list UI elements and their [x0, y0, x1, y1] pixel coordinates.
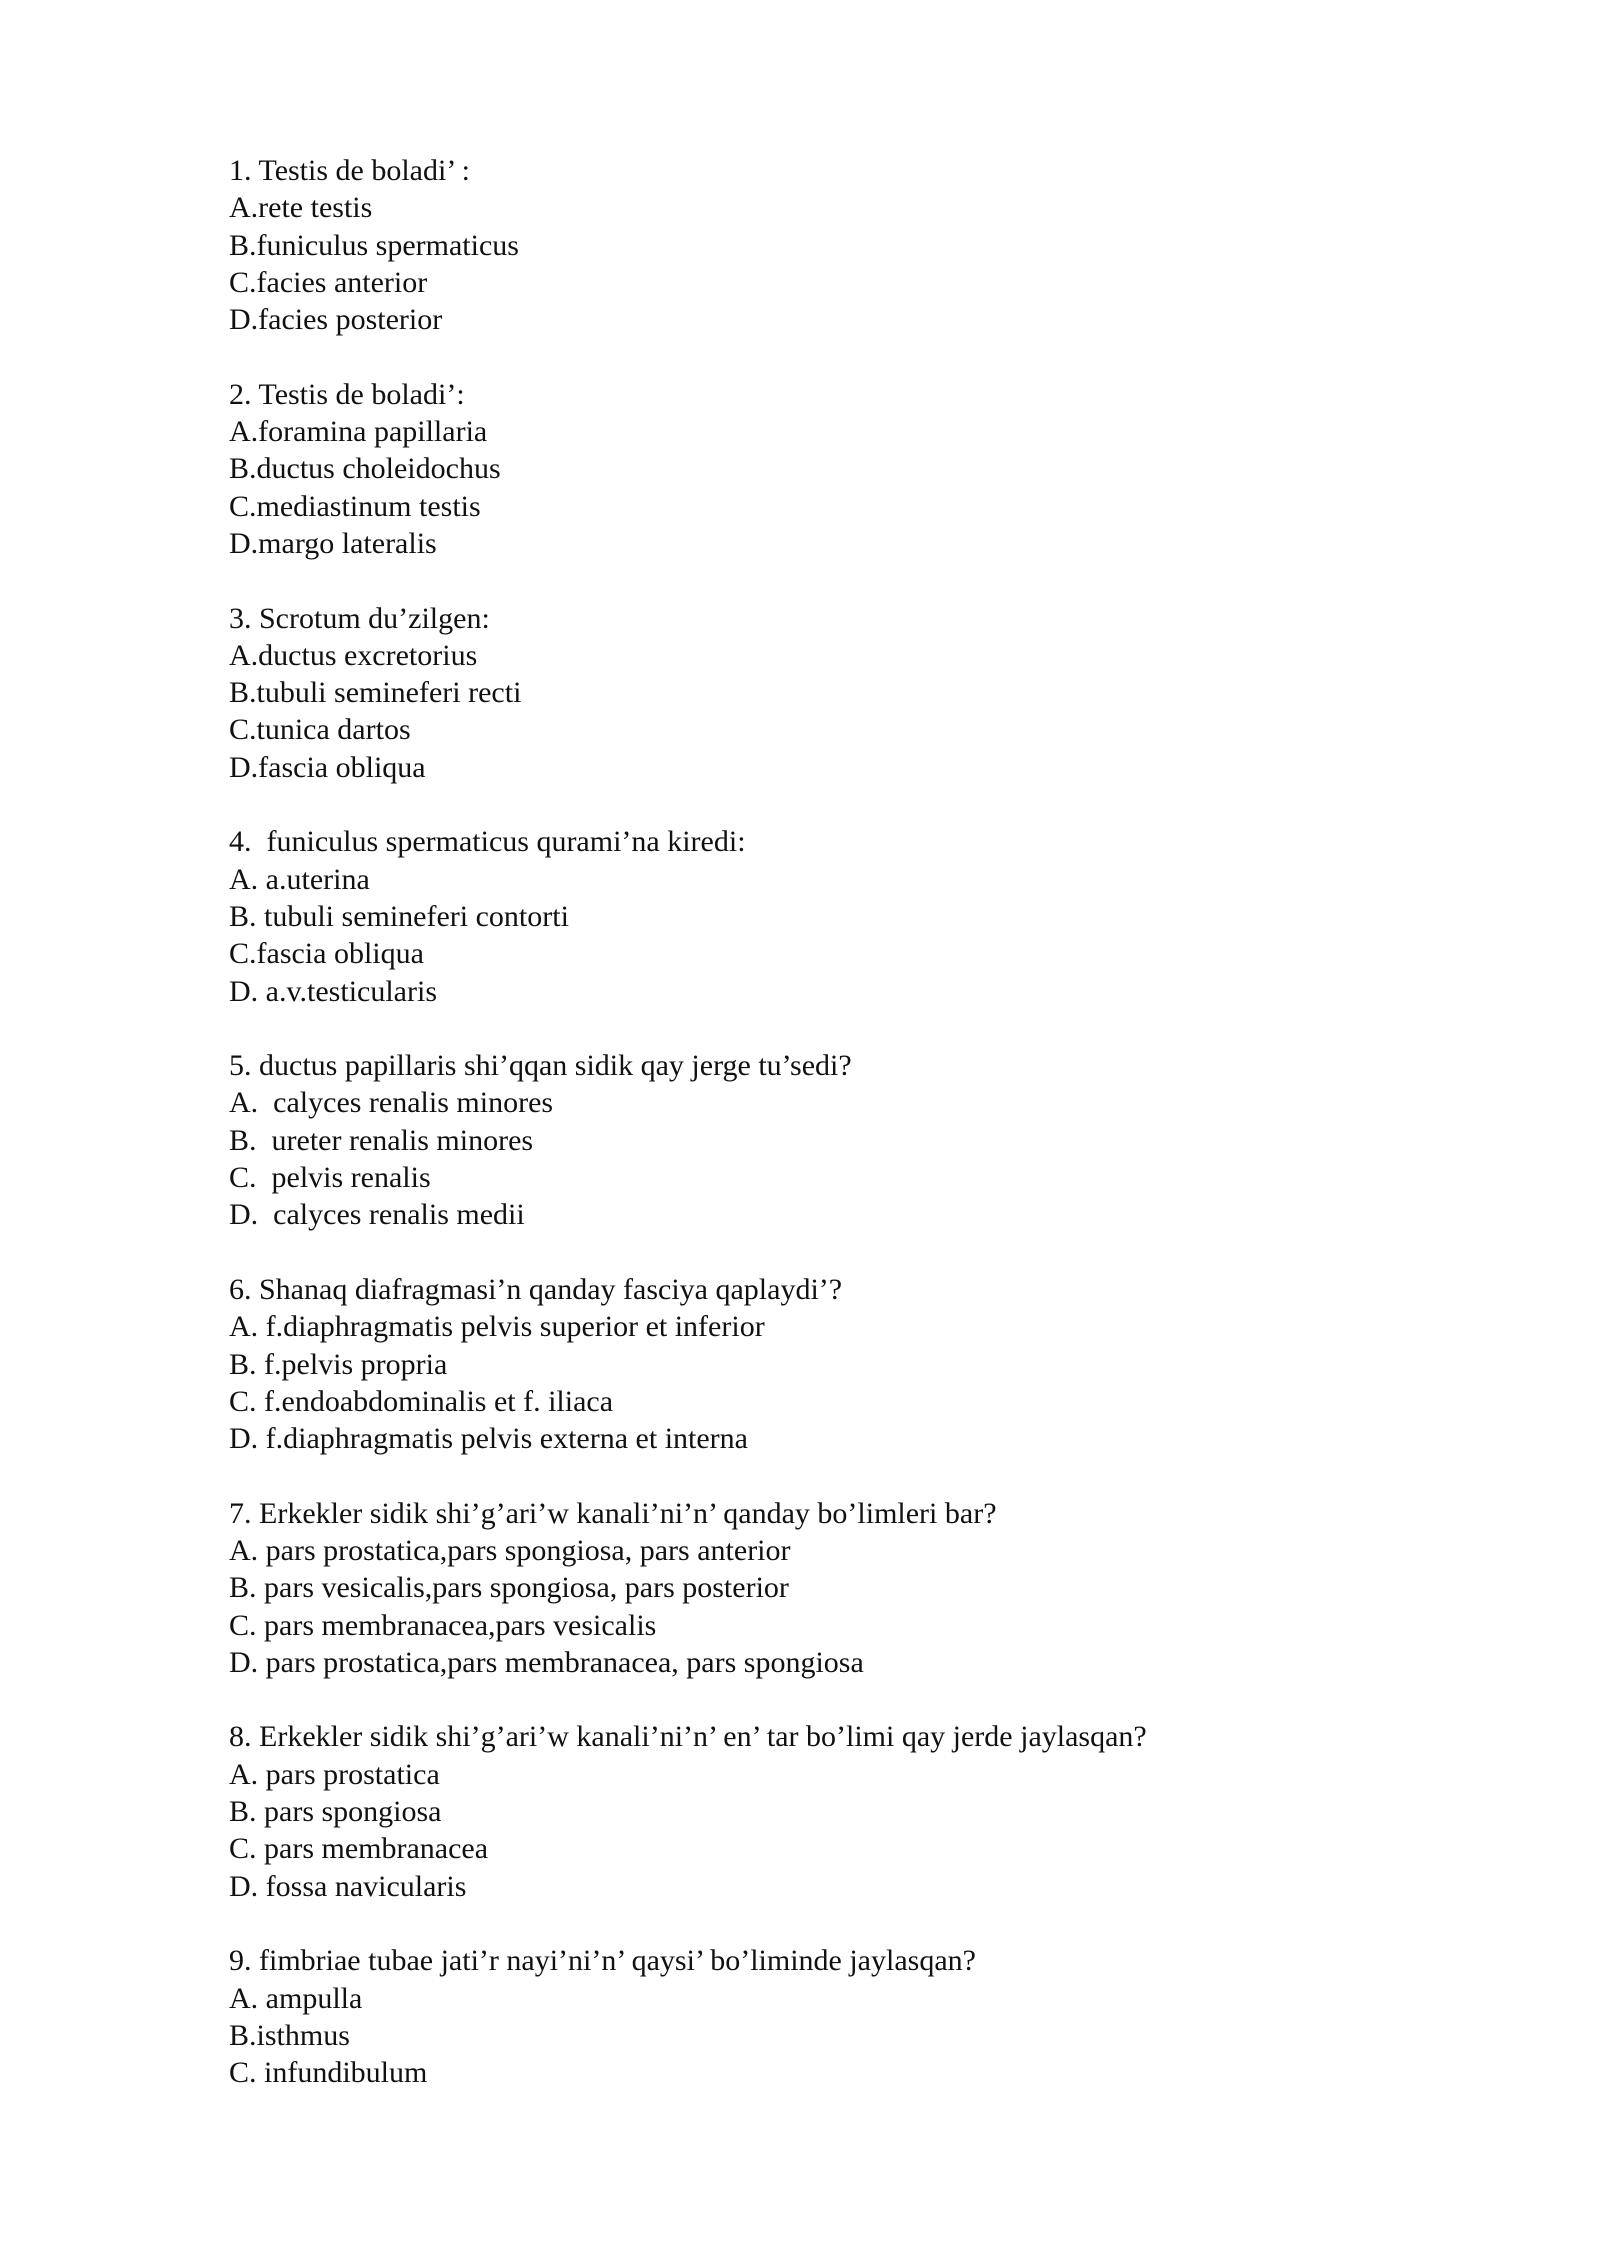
answer-option: C.mediastinum testis [229, 489, 481, 523]
answer-option: B.isthmus [229, 2018, 350, 2052]
answer-option: A. f.diaphragmatis pelvis superior et inferior [229, 1310, 765, 1344]
question-text: 5. ductus papillaris shi’qqan sidik qay jerge tu’sedi? [229, 1049, 852, 1083]
question-block [229, 1271, 1529, 1457]
answer-option: C.tunica dartos [229, 713, 411, 747]
answer-option: C. infundibulum [229, 2056, 428, 2090]
answer-option: B. ureter renalis minores [229, 1123, 534, 1157]
question-text: 8. Erkekler sidik shi’g’ari’w kanali’ni’n’ en’ tar bo’limi qay jerde jaylasqan? [229, 1720, 1147, 1754]
answer-option: B.funiculus spermaticus [229, 228, 519, 262]
answer-option: C.fascia obliqua [229, 937, 424, 971]
answer-option: C. pars membranacea [229, 1832, 489, 1866]
answer-option: A.foramina papillaria [229, 415, 488, 449]
answer-option: B. pars vesicalis,pars spongiosa, pars posterior [229, 1571, 789, 1605]
question-block [229, 1942, 1529, 2091]
answer-option: D.margo lateralis [229, 526, 437, 560]
question-block [229, 600, 1529, 786]
question-text: 7. Erkekler sidik shi’g’ari’w kanali’ni’n’ qanday bo’limleri bar? [229, 1496, 997, 1530]
answer-option: D.fascia obliqua [229, 750, 426, 784]
question-block [229, 823, 1529, 1009]
answer-option: B.ductus choleidochus [229, 452, 501, 486]
answer-option: A.ductus excretorius [229, 638, 478, 672]
question-block [229, 1718, 1529, 1904]
question-text: 9. fimbriae tubae jati’r nayi’ni’n’ qaysi’ bo’liminde jaylasqan? [229, 1944, 976, 1978]
answer-option: D. fossa navicularis [229, 1869, 467, 1903]
answer-option: C. pelvis renalis [229, 1161, 431, 1195]
answer-option: A. calyces renalis minores [229, 1086, 554, 1120]
answer-option: B. f.pelvis propria [229, 1347, 448, 1381]
answer-option: A. pars prostatica [229, 1757, 440, 1791]
question-text: 4. funiculus spermaticus qurami’na kiredi: [229, 825, 746, 859]
answer-option: A. pars prostatica,pars spongiosa, pars anterior [229, 1533, 791, 1567]
answer-option: A.rete testis [229, 191, 373, 225]
document-page [229, 152, 1529, 2129]
question-block [229, 376, 1529, 562]
question-text: 3. Scrotum du’zilgen: [229, 601, 490, 635]
question-block [229, 152, 1529, 338]
answer-option: B. tubuli semineferi contorti [229, 899, 569, 933]
answer-option: D. calyces renalis medii [229, 1198, 525, 1232]
answer-option: D. a.v.testicularis [229, 974, 437, 1008]
question-block [229, 1495, 1529, 1681]
answer-option: A. ampulla [229, 1981, 363, 2015]
answer-option: C. pars membranacea,pars vesicalis [229, 1608, 657, 1642]
question-block [229, 1047, 1529, 1233]
question-text: 6. Shanaq diafragmasi’n qanday fasciya qaplaydi’? [229, 1272, 843, 1306]
answer-option: D. pars prostatica,pars membranacea, pars spongiosa [229, 1645, 864, 1679]
answer-option: C. f.endoabdominalis et f. iliaca [229, 1384, 614, 1418]
question-text: 2. Testis de boladi’: [229, 377, 465, 411]
answer-option: D.facies posterior [229, 303, 443, 337]
answer-option: B. pars spongiosa [229, 1795, 442, 1829]
answer-option: C.facies anterior [229, 265, 428, 299]
answer-option: D. f.diaphragmatis pelvis externa et interna [229, 1422, 748, 1456]
question-text: 1. Testis de boladi’ : [229, 154, 470, 187]
answer-option: A. a.uterina [229, 862, 370, 896]
answer-option: B.tubuli semineferi recti [229, 676, 522, 710]
